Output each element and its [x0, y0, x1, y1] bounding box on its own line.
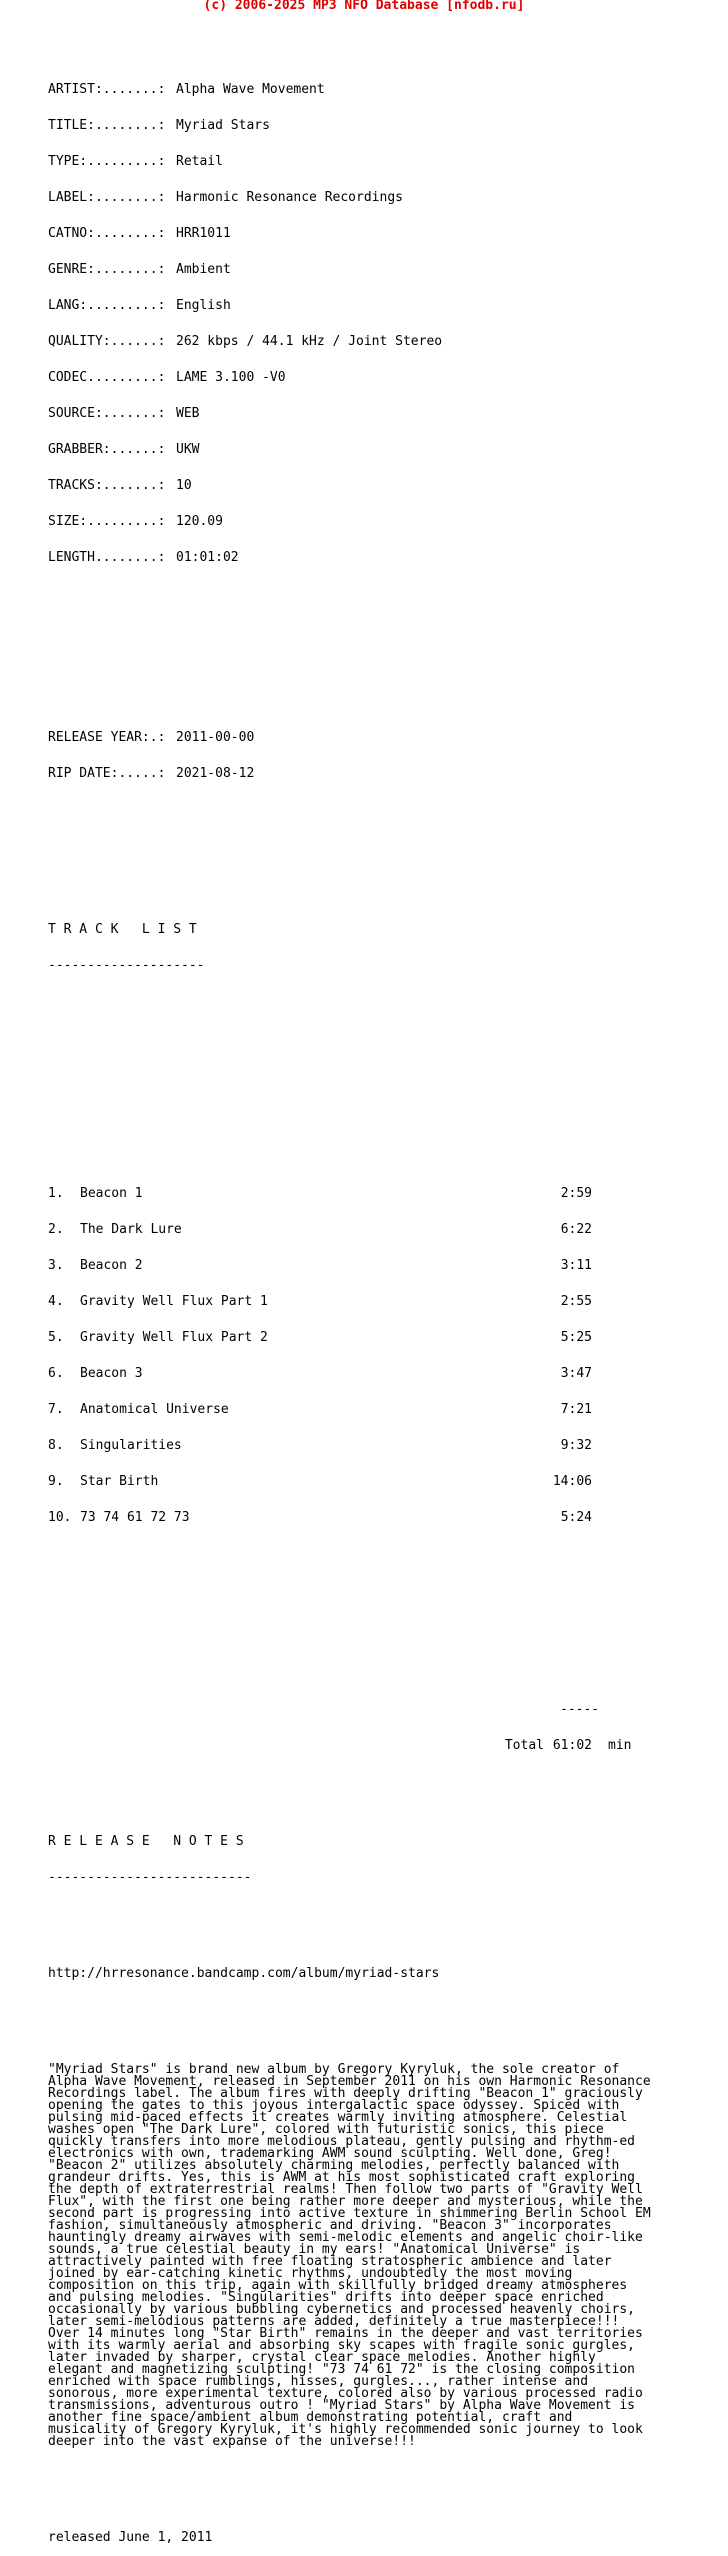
track-title: The Dark Lure [80, 1222, 182, 1237]
date-row [48, 768, 718, 780]
track-row [48, 1224, 718, 1236]
release-notes-body: "Myriad Stars" is brand new album by Gregory Kyryluk, the sole creator of Alpha Wave Movement, released in September 2011 on his own Harmonic Resonance Recordings label. The album fires with deeply drifting "Beacon 1" graciously opening the gates to this joyous intergalactic space odyssey. Spiced with pulsing mid-paced effects it creates warmly inviting atmosphere. Celestial washes open "The Dark Lure", colored with futuristic sonics, this piece quickly transfers into more melodious plateau, gently pulsing and rhythm-ed electronics with own, trademarking AWM sound sculpting. Well done, Greg! "Beacon 2" utilizes absolutely charming melodies, perfectly balanced with grandeur drifts. Yes, this is AWM at his most sophisticated craft exploring the depth of extraterrestrial realms! Then follow two parts of "Gravity Well Flux", with the first one being rather more deeper and mysterious, while the second part is progressing into active texture in shimmering Berlin School EM fashion, simultaneously atmospheric and driving. "Beacon 3" incorporates hauntingly dreamy airwaves with semi-melodic elements and angelic choir-like sounds, a true celestial beauty in my ears! "Anatomical Universe" is attractively painted with free floating stratospheric ambience and later joined by ear-catching kinetic rhythms, undoubtedly the most moving composition on this trip, again with skillfully bridged dreamy atmospheres and pulsing melodies. "Singularities" drifts into deeper space enriched occasionally by various bubbling cybernetics and processed heavenly choirs, later semi-melodious patterns are added, definitely a true masterpiece!!! Over 14 minutes long "Star Birth" remains in the deeper and vast territories with its warmly aerial and absorbing sky scapes with fragile sonic gurgles, later invaded by sharper, crystal clear space melodies. Another highly elegant and magnetizing sculpting! "73 74 61 72" is the closing composition enriched with space rumblings, hisses, gurgles..., rather intense and sonorous, more experimental texture, colored also by various processed radio transmissions, adventurous outro ! "Myriad Stars" by Alpha Wave Movement is another fine space/ambient album demonstrating potential, craft and musicality of Gregory Kyryluk, it's highly recommended sonic journey to look deeper into the vast expanse of the universe!!! [48, 2062, 651, 2449]
meta-row [48, 408, 718, 420]
meta-key: GENRE:........: [48, 262, 166, 277]
meta-row [48, 264, 718, 276]
track-number: 10. [48, 1510, 72, 1525]
track-row [48, 1440, 718, 1452]
date-key: RELEASE YEAR:.: [48, 730, 166, 745]
meta-key: LENGTH........: [48, 550, 166, 565]
track-duration: 3:47 [560, 1366, 592, 1381]
meta-value: Alpha Wave Movement [176, 82, 325, 97]
meta-key: CATNO:........: [48, 226, 166, 241]
meta-value: English [176, 298, 231, 313]
total-rule: ----- [560, 1702, 600, 1717]
track-list [48, 1164, 718, 1548]
track-title: Gravity Well Flux Part 1 [80, 1294, 268, 1309]
release-metadata [48, 60, 718, 588]
tracklist-heading: T R A C K L I S T [48, 922, 197, 937]
track-title: Singularities [80, 1438, 182, 1453]
track-duration: 9:32 [560, 1438, 592, 1453]
meta-value: 120.09 [176, 514, 223, 529]
track-duration: 7:21 [560, 1402, 592, 1417]
meta-key: LANG:.........: [48, 298, 166, 313]
meta-key: SIZE:.........: [48, 514, 166, 529]
track-number: 9. [48, 1474, 64, 1489]
meta-row [48, 444, 718, 456]
track-title: Beacon 2 [80, 1258, 143, 1273]
meta-key: TITLE:........: [48, 118, 166, 133]
track-duration: 2:55 [560, 1294, 592, 1309]
meta-row [48, 84, 718, 96]
track-row [48, 1512, 718, 1524]
date-row [48, 732, 718, 744]
meta-row [48, 480, 718, 492]
track-title: Beacon 1 [80, 1186, 143, 1201]
total-unit: min [608, 1738, 632, 1753]
meta-row [48, 120, 718, 132]
track-row [48, 1260, 718, 1272]
meta-row [48, 300, 718, 312]
meta-value: 262 kbps / 44.1 kHz / Joint Stereo [176, 334, 443, 349]
track-row [48, 1476, 718, 1488]
track-title: Beacon 3 [80, 1366, 143, 1381]
meta-key: CODEC.........: [48, 370, 166, 385]
meta-row [48, 336, 718, 348]
meta-value: Retail [176, 154, 223, 169]
track-number: 2. [48, 1222, 64, 1237]
meta-key: QUALITY:......: [48, 334, 166, 349]
release-dates [48, 708, 718, 804]
track-row [48, 1296, 718, 1308]
track-title: Anatomical Universe [80, 1402, 229, 1417]
track-duration: 6:22 [560, 1222, 592, 1237]
date-value: 2011-00-00 [176, 730, 255, 745]
track-duration: 2:59 [560, 1186, 592, 1201]
meta-value: WEB [176, 406, 200, 421]
bandcamp-url: http://hrresonance.bandcamp.com/album/myriad-stars [48, 1966, 440, 1981]
meta-value: Ambient [176, 262, 231, 277]
meta-key: LABEL:........: [48, 190, 166, 205]
total-value: 61:02 [552, 1738, 592, 1753]
track-number: 1. [48, 1186, 64, 1201]
track-duration: 5:24 [560, 1510, 592, 1525]
track-row [48, 1332, 718, 1344]
meta-row [48, 552, 718, 564]
track-number: 5. [48, 1330, 64, 1345]
release-notes-heading: R E L E A S E N O T E S [48, 1834, 244, 1849]
meta-key: SOURCE:.......: [48, 406, 166, 421]
track-number: 7. [48, 1402, 64, 1417]
track-title: Star Birth [80, 1474, 159, 1489]
track-row [48, 1404, 718, 1416]
track-title: Gravity Well Flux Part 2 [80, 1330, 268, 1345]
total-row [48, 1740, 718, 1752]
track-number: 4. [48, 1294, 64, 1309]
meta-value: UKW [176, 442, 200, 457]
track-number: 6. [48, 1366, 64, 1381]
meta-key: ARTIST:.......: [48, 82, 166, 97]
meta-key: TRACKS:.......: [48, 478, 166, 493]
meta-row [48, 228, 718, 240]
track-title: 73 74 61 72 73 [80, 1510, 190, 1525]
meta-row [48, 192, 718, 204]
meta-value: Harmonic Resonance Recordings [176, 190, 403, 205]
site-copyright-header: (c) 2006-2025 MP3 NFO Database [nfodb.ru] [203, 0, 525, 13]
track-duration: 3:11 [560, 1258, 592, 1273]
date-value: 2021-08-12 [176, 766, 255, 781]
meta-row [48, 516, 718, 528]
track-duration: 14:06 [552, 1474, 592, 1489]
release-notes-underline: -------------------------- [48, 1870, 252, 1885]
total-label: Total [504, 1738, 544, 1753]
meta-key: GRABBER:......: [48, 442, 166, 457]
track-row [48, 1368, 718, 1380]
meta-value: HRR1011 [176, 226, 231, 241]
nfo-content [48, 36, 718, 2556]
meta-row [48, 372, 718, 384]
track-number: 8. [48, 1438, 64, 1453]
meta-value: 01:01:02 [176, 550, 239, 565]
track-duration: 5:25 [560, 1330, 592, 1345]
track-number: 3. [48, 1258, 64, 1273]
meta-value: Myriad Stars [176, 118, 270, 133]
track-row [48, 1188, 718, 1200]
meta-row [48, 156, 718, 168]
date-key: RIP DATE:.....: [48, 766, 166, 781]
tracklist-underline: -------------------- [48, 958, 205, 973]
meta-value: LAME 3.100 -V0 [176, 370, 286, 385]
meta-key: TYPE:.........: [48, 154, 166, 169]
release-date-note: released June 1, 2011 [48, 2530, 213, 2545]
meta-value: 10 [176, 478, 192, 493]
